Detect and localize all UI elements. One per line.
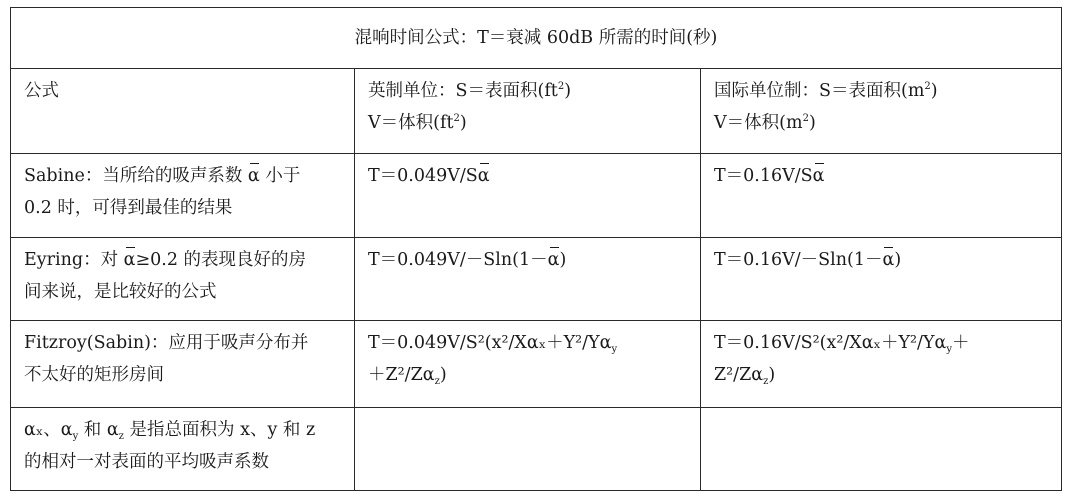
fitzroy-imperial-line1: $T=0.049V/S^2(x^2/X\alpha_x+Y^2/Y\alpha_y$ <box>368 333 618 355</box>
reverberation-formula-table <box>10 7 1062 491</box>
title-row <box>11 8 1062 69</box>
sabine-metric-formula: T＝0.16V/Sα <box>714 166 825 186</box>
fitzroy-desc-line1: Fitzroy(Sabin)：应用于吸声分布并 <box>24 333 309 353</box>
table-row <box>11 238 1062 321</box>
fitzroy-desc-line2: 不太好的矩形房间 <box>24 365 164 385</box>
header-imperial-cell <box>355 69 701 154</box>
alpha-note-line1: αₓ、$\alpha_y$ 和 $\alpha_z$ 是指总面积为 x、y 和 z <box>24 420 316 442</box>
empty-imperial-cell <box>355 408 701 491</box>
table-row <box>11 154 1062 238</box>
fitzroy-imperial-line2: $+Z^2/Z\alpha_z$) <box>368 365 447 387</box>
eyring-metric-formula: T＝0.16V/－Sln(1－α) <box>714 250 901 270</box>
alpha-note-cell <box>11 408 355 491</box>
sabine-imperial-formula: T＝0.049V/Sα <box>368 166 490 186</box>
header-metric-line2: V＝体积$(m^2)$ <box>714 113 816 133</box>
table-row <box>11 321 1062 408</box>
header-row <box>11 69 1062 154</box>
header-imperial-line2: V＝体积$(ft^2)$ <box>368 113 467 133</box>
header-formula: 公式 <box>24 81 59 101</box>
header-metric-cell <box>701 69 1062 154</box>
table-title: 混响时间公式：T＝衰减 60dB 所需的时间(秒) <box>354 28 718 48</box>
eyring-desc-cell <box>11 238 355 321</box>
sabine-metric-cell <box>701 154 1062 238</box>
alpha-note-line2: 的相对一对表面的平均吸声系数 <box>24 452 269 472</box>
fitzroy-metric-line2: $Z^2/Z\alpha_z$) <box>714 365 776 387</box>
eyring-desc-line2: 间来说，是比较好的公式 <box>24 282 217 302</box>
sabine-desc-cell <box>11 154 355 238</box>
eyring-imperial-formula: T＝0.049V/－Sln(1－α) <box>368 250 566 270</box>
fitzroy-metric-cell <box>701 321 1062 408</box>
eyring-metric-cell <box>701 238 1062 321</box>
fitzroy-imperial-cell <box>355 321 701 408</box>
header-metric-line1: 国际单位制：S＝表面积$(m^2)$ <box>714 81 938 101</box>
empty-metric-cell <box>701 408 1062 491</box>
header-formula-cell <box>11 69 355 154</box>
sabine-imperial-cell <box>355 154 701 238</box>
sabine-desc-line1: Sabine：当所给的吸声系数 α 小于 <box>24 160 344 192</box>
table-title-cell <box>11 8 1062 69</box>
fitzroy-desc-cell <box>11 321 355 408</box>
eyring-desc-line1: Eyring：对 α≥0.2 的表现良好的房 <box>24 244 344 276</box>
eyring-imperial-cell <box>355 238 701 321</box>
sabine-desc-line2: 0.2 时，可得到最佳的结果 <box>24 198 233 218</box>
table-row <box>11 408 1062 491</box>
fitzroy-metric-line1: $T=0.16V/S^2(x^2/X\alpha_x+Y^2/Y\alpha_y+$ <box>714 333 970 355</box>
header-imperial-line1: 英制单位：S＝表面积$(ft^2)$ <box>368 81 572 101</box>
